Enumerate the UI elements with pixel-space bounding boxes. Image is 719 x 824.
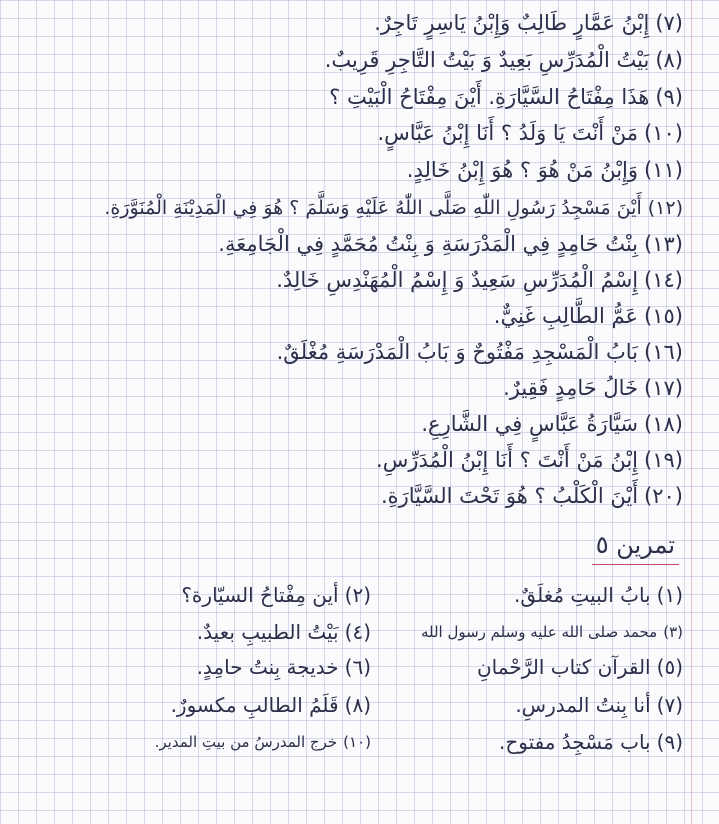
sentence-number: (٢٠) bbox=[644, 484, 683, 508]
sentence-number: (١٩) bbox=[644, 448, 683, 472]
sentence-number: (٩) bbox=[655, 85, 683, 109]
exercise-item-text: خرج المدرسُ من بيتِ المدير. bbox=[154, 733, 338, 751]
exercise-item bbox=[515, 690, 683, 720]
sentence-text: خَالُ حَامِدٍ فَقِيرٌ. bbox=[503, 376, 639, 400]
sentence-line bbox=[378, 118, 684, 148]
sentence-line bbox=[218, 229, 683, 259]
sentence-text: بَيْتُ الْمُدَرِّسِ بَعِيدٌ وَ بَيْتُ التَّاجِرِ قَرِيبٌ. bbox=[324, 48, 650, 72]
sentence-line bbox=[421, 409, 683, 439]
exercise-item bbox=[514, 580, 683, 610]
sentence-text: أَيْنَ مَسْجِدُ رَسُولِ اللّٰهِ صَلَّى اللّٰهُ عَلَيْهِ وَسَلَّمَ ؟ هُوَ فِي الْمَدِيْنَةِ الْمُنَوَّرَةِ. bbox=[104, 197, 642, 219]
sentence-text: هَذَا مِفْتَاحُ السَّيَّارَةِ. أَيْنَ مِفْتَاحُ الْبَيْتِ ؟ bbox=[329, 85, 650, 109]
sentence-number: (٨) bbox=[655, 48, 683, 72]
exercise-item-number: (٤) bbox=[344, 620, 371, 644]
sentence-line bbox=[494, 301, 683, 331]
exercise-item-number: (١) bbox=[656, 583, 683, 607]
sentence-text: سَيَّارَةُ عَبَّاسٍ فِي الشَّارِعِ. bbox=[421, 412, 639, 436]
sentence-number: (١٣) bbox=[644, 232, 683, 256]
exercise-item bbox=[155, 727, 371, 757]
sentence-line bbox=[407, 155, 683, 185]
sentence-line bbox=[329, 82, 683, 112]
sentence-text: إِبْنُ مَنْ أَنْتَ ؟ أَنَا إِبْنُ الْمُدَرِّسِ. bbox=[376, 448, 639, 472]
sentence-line bbox=[374, 8, 683, 38]
sentence-line bbox=[325, 45, 683, 75]
exercise-item-text: أين مِفْتاحُ السيّارة؟ bbox=[181, 583, 339, 607]
exercise-item bbox=[477, 652, 683, 682]
exercise-item-text: بابُ البيتِ مُغلَقٌ. bbox=[514, 583, 651, 607]
sentence-number: (١١) bbox=[644, 158, 683, 182]
exercise-item-text: قَلَمُ الطالبِ مكسورٌ. bbox=[170, 693, 339, 717]
sentence-line bbox=[503, 373, 683, 403]
sentence-text: بِنْتُ حَامِدٍ فِي الْمَدْرَسَةِ وَ بِنْتُ مُحَمَّدٍ فِي الْجَامِعَةِ. bbox=[218, 232, 639, 256]
exercise-item bbox=[181, 580, 371, 610]
sentence-number: (١٨) bbox=[644, 412, 683, 436]
sentence-number: (١٢) bbox=[647, 197, 683, 219]
exercise-item-text: محمد صلى الله عليه وسلم رسول الله bbox=[420, 623, 658, 641]
exercise-item bbox=[197, 617, 371, 647]
sentence-number: (١٧) bbox=[644, 376, 683, 400]
sentence-text: مَنْ أَنْتَ يَا وَلَدُ ؟ أَنَا إِبْنُ عَبَّاسٍ. bbox=[377, 121, 639, 145]
sentence-text: إِسْمُ الْمُدَرِّسِ سَعِيدٌ وَ إِسْمُ الْمُهَنْدِسِ خَالِدٌ. bbox=[276, 268, 639, 292]
exercise-item-number: (٥) bbox=[656, 655, 683, 679]
exercise-item-text: القرآن كتاب الرَّحْمانِ bbox=[476, 655, 651, 679]
exercise-item-text: خديجة بِنتُ حامِدٍ. bbox=[196, 655, 339, 679]
exercise-item-text: بَيْتُ الطبيبِ بعيدٌ. bbox=[196, 620, 339, 644]
sentence-text: بَابُ الْمَسْجِدِ مَفْتُوحٌ وَ بَابُ الْمَدْرَسَةِ مُغْلَقٌ. bbox=[276, 340, 639, 364]
sentence-line bbox=[376, 445, 683, 475]
exercise-item bbox=[499, 727, 683, 757]
exercise-item-number: (١٠) bbox=[343, 733, 371, 751]
exercise-item-number: (٨) bbox=[344, 693, 371, 717]
sentence-line bbox=[381, 481, 683, 511]
exercise-item-number: (٢) bbox=[344, 583, 371, 607]
exercise-heading: تمرين ٥ bbox=[592, 528, 679, 565]
exercise-item bbox=[197, 652, 371, 682]
sentence-line bbox=[277, 337, 683, 367]
exercise-item bbox=[171, 690, 371, 720]
sentence-text: وَإِبْنُ مَنْ هُوَ ؟ هُوَ إِبْنُ خَالِدٍ. bbox=[406, 158, 639, 182]
sentence-number: (١٤) bbox=[644, 268, 683, 292]
sentence-number: (٧) bbox=[655, 11, 683, 35]
exercise-item-text: أنا بِنتُ المدرسِ. bbox=[515, 693, 651, 717]
sentence-line bbox=[276, 265, 683, 295]
sentence-number: (١٠) bbox=[644, 121, 683, 145]
exercise-item bbox=[421, 617, 683, 647]
sentence-number: (١٥) bbox=[644, 304, 683, 328]
exercise-item-number: (٧) bbox=[656, 693, 683, 717]
sentence-text: عَمُّ الطَّالِبِ غَنِيٌّ. bbox=[493, 304, 639, 328]
exercise-item-number: (٣) bbox=[663, 623, 683, 641]
exercise-item-number: (٦) bbox=[344, 655, 371, 679]
sentence-text: أَيْنَ الْكَلْبُ ؟ هُوَ تَحْتَ السَّيَّارَةِ. bbox=[380, 484, 639, 508]
sentence-number: (١٦) bbox=[644, 340, 683, 364]
sentence-text: إِبْنُ عَمَّارٍ طَالِبٌ وَإِبْنُ يَاسِرٍ تَاجِرٌ. bbox=[374, 11, 650, 35]
exercise-item-text: باب مَسْجِدُ مفتوح. bbox=[498, 730, 651, 754]
sentence-line bbox=[104, 193, 683, 223]
exercise-item-number: (٩) bbox=[656, 730, 683, 754]
